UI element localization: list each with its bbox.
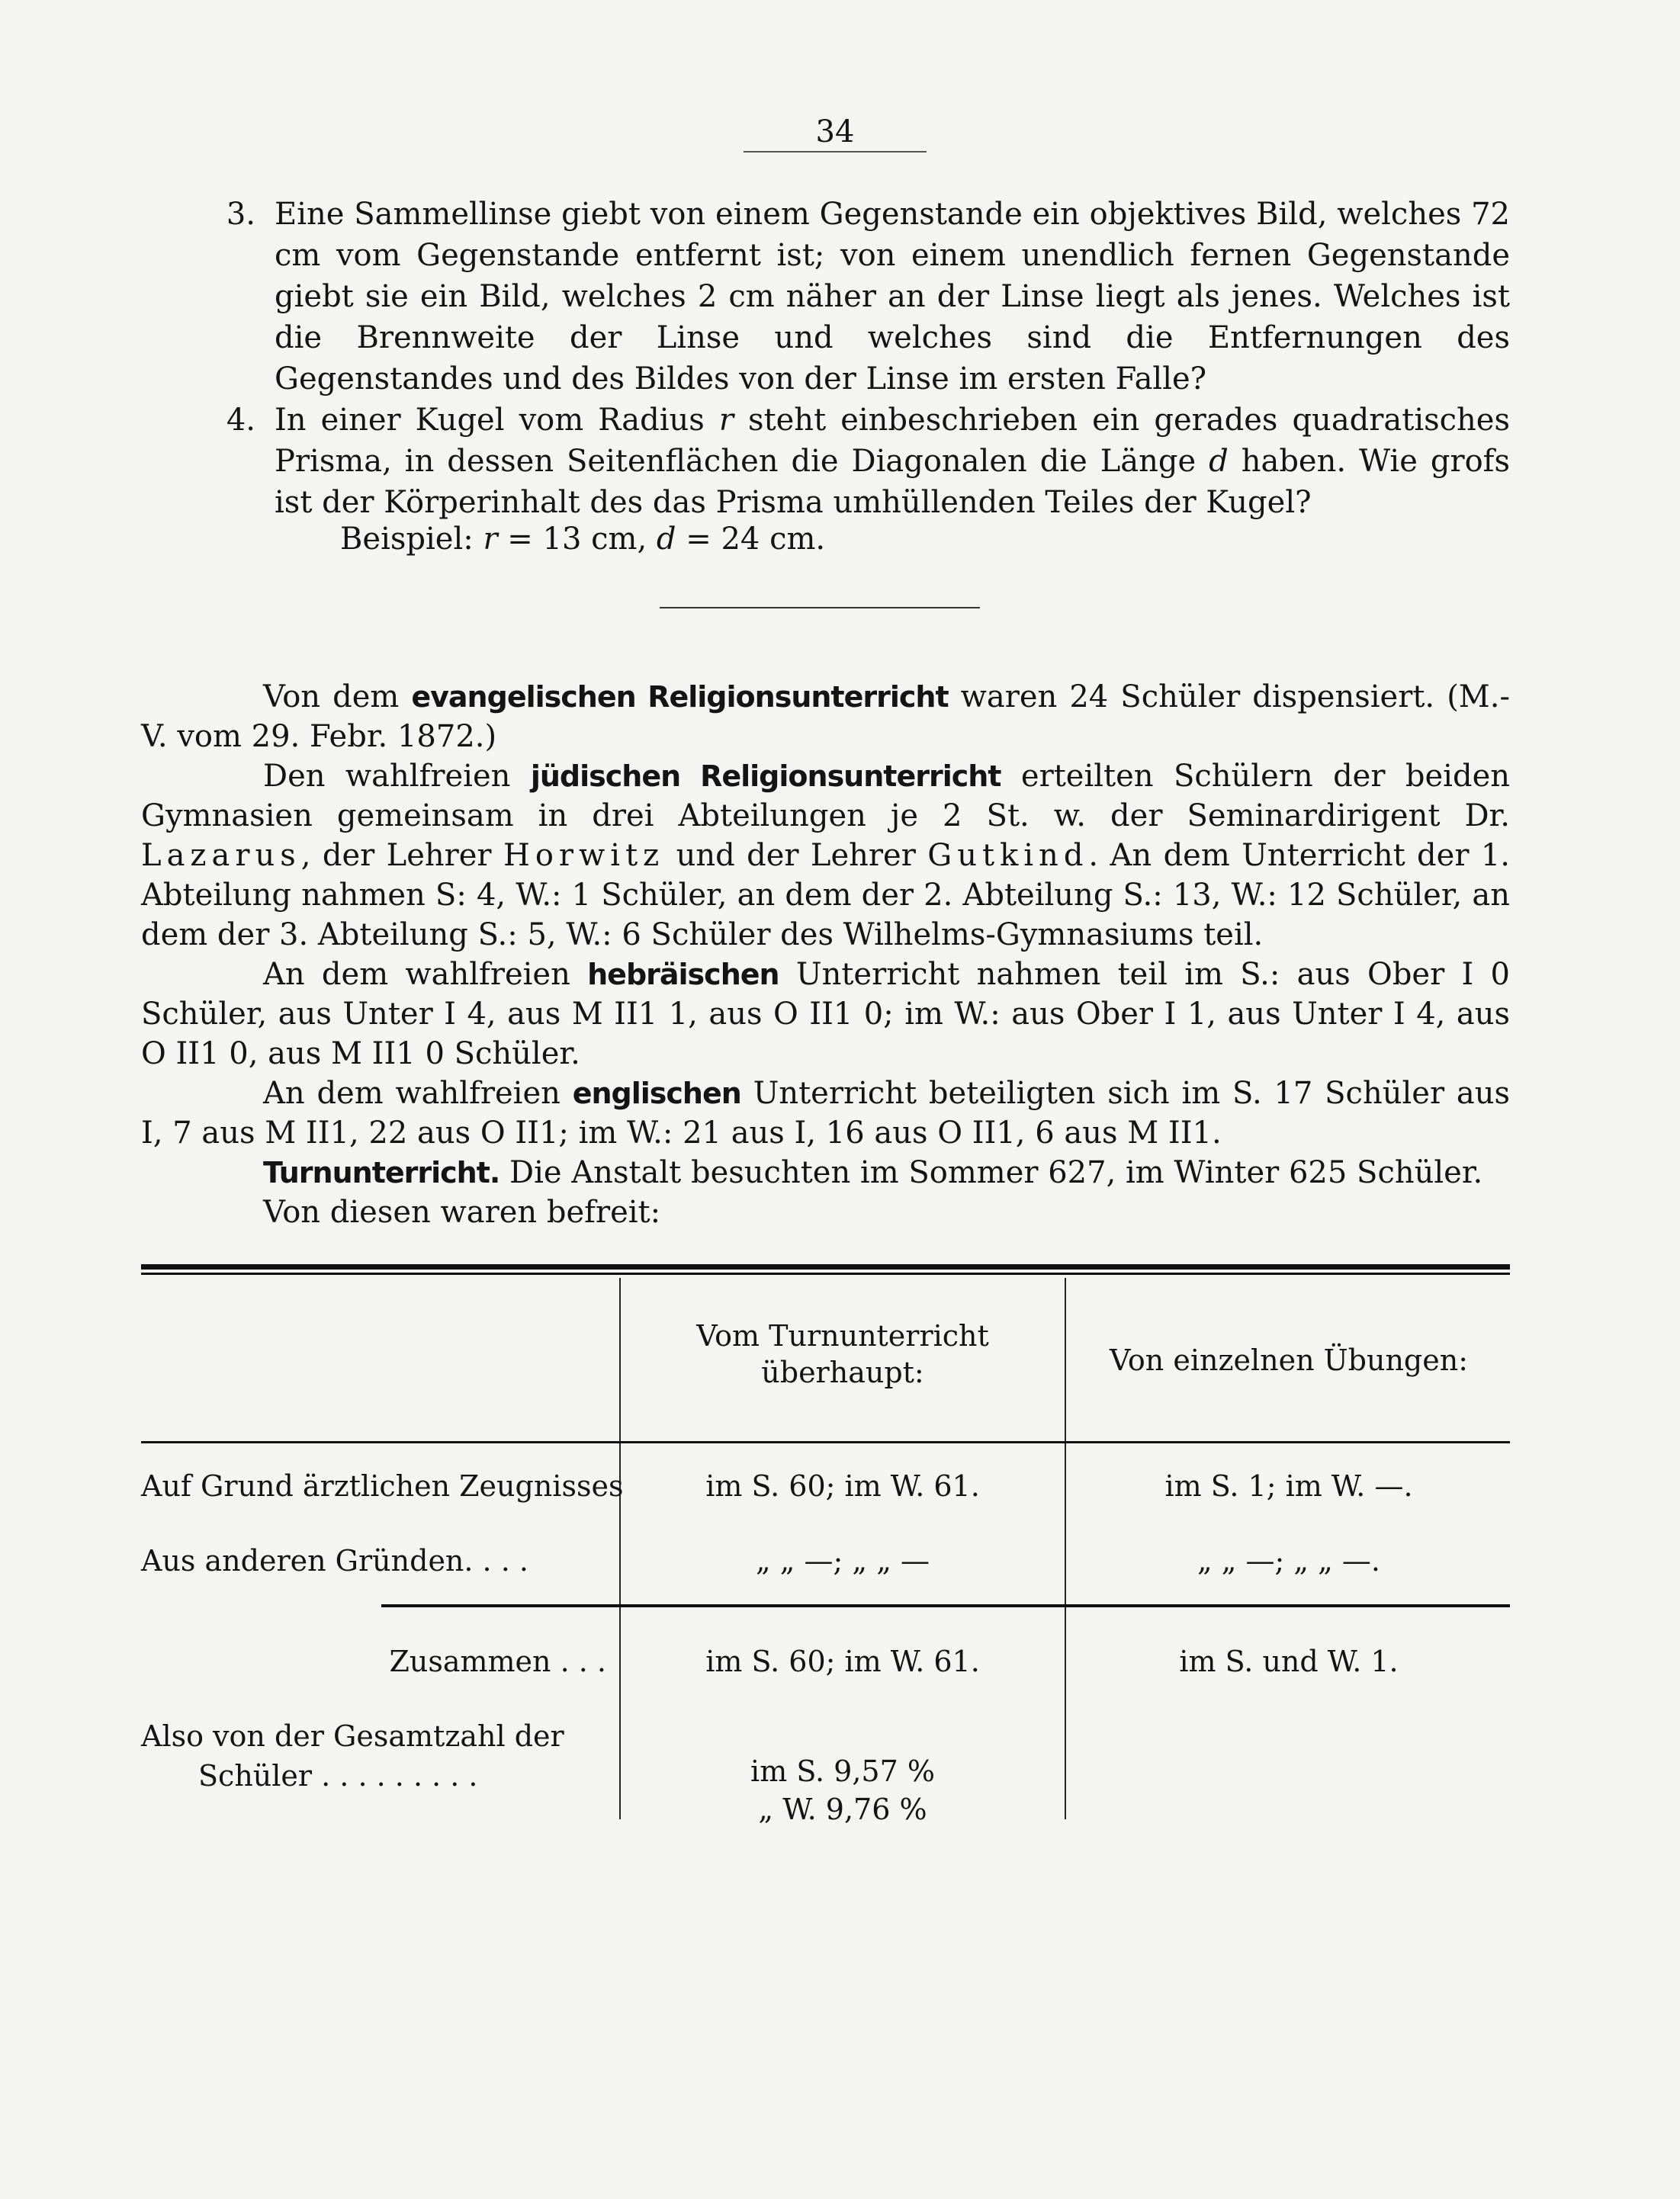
paragraph-exempted: Von diesen waren befreit: — [263, 1195, 661, 1230]
row-medical-overall: im S. 60; im W. 61. — [705, 1469, 980, 1503]
section-separator — [660, 607, 980, 608]
table-column-divider-1 — [619, 1278, 621, 1819]
row-percent-label-2: Schüler . . . . . . . . . — [198, 1759, 478, 1793]
table-top-rule — [141, 1264, 1510, 1270]
problem-4 — [137, 400, 1510, 523]
table-top-rule-2 — [141, 1273, 1510, 1275]
row-other-label: Aus anderen Gründen. . . . — [141, 1544, 528, 1578]
problem-3 — [137, 194, 1510, 400]
header-bottom-rule — [141, 1441, 1510, 1443]
problem-3-text: Eine Sammellinse giebt von einem Gegenstande ein objektives Bild, welches 72 cm vom Gegenstande entfernt ist; von einem unendlich fernen Gegenstande giebt sie ein Bild, welches 2 cm näher an der Linse liegt als jenes. Welches ist die Brennweite der Linse und welches sind die Entfernungen des Gegenstandes und des Bildes von der Linse im ersten Falle? — [275, 197, 1510, 396]
page-number-rule — [744, 151, 927, 152]
page-number: 34 — [815, 114, 855, 149]
paragraph-english: An dem wahlfreien englischen Unterricht beteiligten sich im S. 17 Schüler aus I, 7 aus M II1, 22 aus O II1; im W.: 21 aus I, 16 aus O II1, 6 aus M II1. — [141, 1076, 1511, 1151]
problem-4-example: Beispiel: r = 13 cm, d = 24 cm. — [340, 522, 826, 557]
percent-winter: „ W. 9,76 % — [758, 1793, 927, 1826]
problem-4-number: 4. — [226, 403, 255, 438]
row-other-single: „ „ —; „ „ —. — [1197, 1544, 1381, 1578]
body-text — [141, 677, 1510, 1232]
paragraph-jewish: Den wahlfreien jüdischen Religionsunterricht erteilten Schülern der beiden Gymnasien gemeinsam in drei Abteilungen je 2 St. w. der Seminardirigent Dr. Lazarus, der Lehrer Horwitz und der Lehrer Gutkind. An dem Unterricht der 1. Abteilung nahmen S: 4, W.: 1 Schüler, an dem der 2. Abteilung S.: 13, W.: 12 Schüler, an dem der 3. Abteilung S.: 5, W.: 6 Schüler des Wilhelms-Gymnasiums teil. — [141, 759, 1511, 952]
paragraph-gymnastics: Turnunterricht. Die Anstalt besuchten im Sommer 627, im Winter 625 Schüler. — [263, 1155, 1483, 1190]
percent-summer: im S. 9,57 % — [750, 1754, 935, 1788]
row-total-single: im S. und W. 1. — [1179, 1645, 1399, 1678]
paragraph-evangelical: Von dem evangelischen Religionsunterricht waren 24 Schüler dispensiert. (M.-V. vom 29. Febr. 1872.) — [141, 679, 1510, 754]
header-gymnastics-overall: Vom Turnunterricht überhaupt: — [696, 1319, 989, 1389]
row-medical-label: Auf Grund ärztlichen Zeugnisses — [141, 1469, 624, 1503]
paragraph-hebrew: An dem wahlfreien hebräischen Unterricht nahmen teil im S.: aus Ober I 0 Schüler, aus Unter I 4, aus M II1 1, aus O II1 0; im W.: aus Ober I 1, aus Unter I 4, aus O II1 0, aus M II1 0 Schüler. — [141, 957, 1510, 1071]
row-percent-label-1: Also von der Gesamtzahl der — [141, 1719, 564, 1753]
row-total-overall: im S. 60; im W. 61. — [705, 1645, 980, 1678]
row-medical-single: im S. 1; im W. —. — [1164, 1469, 1413, 1503]
table-column-divider-2 — [1065, 1278, 1066, 1819]
row-total-label: Zusammen . . . — [389, 1645, 606, 1678]
header-single-exercises: Von einzelnen Übungen: — [1109, 1343, 1469, 1377]
sum-rule — [381, 1604, 1510, 1607]
problem-3-number: 3. — [226, 197, 255, 232]
problem-4-text: In einer Kugel vom Radius r steht einbeschrieben ein gerades quadratisches Prisma, in dessen Seitenflächen die Diagonalen die Länge d haben. Wie grofs ist der Körperinhalt des das Prisma umhüllenden Teiles der Kugel? — [275, 403, 1510, 520]
row-other-overall: „ „ —; „ „ — — [756, 1544, 930, 1578]
